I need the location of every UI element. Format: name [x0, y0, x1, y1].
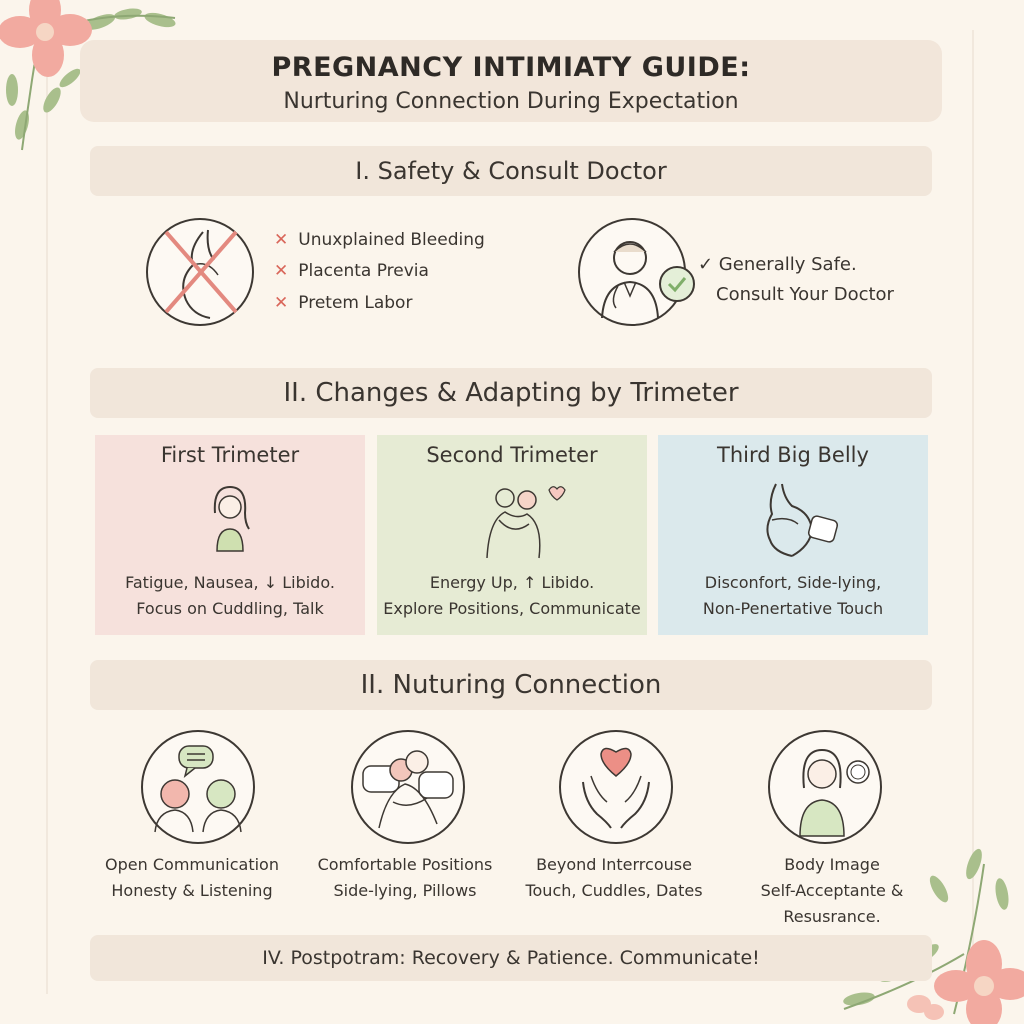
trimester-line-1: Energy Up, ↑ Libido.: [429, 573, 595, 592]
trimester-body: [377, 570, 647, 622]
connection-subtitle: Honesty & Listening: [111, 881, 273, 900]
trimester-title: Third Big Belly: [717, 443, 869, 467]
connection-item-beyond: [514, 852, 714, 904]
footer-text: IV. Postpotram: Recovery & Patience. Communicate!: [262, 947, 760, 969]
risk-label: Pretem Labor: [298, 293, 413, 313]
trimester-line-1: Fatigue, Nausea, ↓ Libido.: [125, 573, 335, 592]
trimester-body: [658, 570, 928, 622]
connection-title: Body Image: [784, 855, 880, 874]
connection-title: Open Communication: [105, 855, 279, 874]
trimester-line-1: Disconfort, Side-lying,: [704, 573, 882, 592]
woman-icon: [205, 483, 255, 553]
page-title: PREGNANCY INTIMIATY GUIDE:: [271, 52, 751, 83]
connection-subtitle: Self-Acceptante & Resusrance.: [760, 881, 904, 926]
connection-title: Beyond Interrcouse: [536, 855, 692, 874]
risk-item-3: [274, 293, 412, 313]
page-subtitle: Nurturing Connection During Expectation: [283, 89, 739, 114]
safe-line-2: Consult Your Doctor: [716, 284, 894, 305]
frame-line-left: [46, 30, 48, 994]
close-icon: ✕: [274, 230, 289, 250]
communication-icon: [141, 730, 255, 844]
close-icon: ✕: [274, 261, 289, 281]
trimester-line-2: Non-Penertative Touch: [702, 599, 884, 618]
trimester-body: [95, 570, 365, 622]
section-3-header: [90, 660, 932, 710]
cuddle-pillow-icon: [351, 730, 465, 844]
safe-line-1: ✓ Generally Safe.: [698, 254, 857, 275]
check-badge-icon: [658, 265, 696, 303]
trimester-card-third: [658, 435, 928, 635]
connection-item-body-image: [712, 852, 952, 930]
trimester-title: Second Trimeter: [426, 443, 598, 467]
trimester-title: First Trimeter: [160, 443, 300, 467]
trimester-card-second: [377, 435, 647, 635]
footer-banner: [90, 935, 932, 981]
body-image-icon: [768, 730, 882, 844]
pregnant-belly-icon: [758, 480, 848, 560]
connection-subtitle: Side-lying, Pillows: [333, 881, 477, 900]
connection-title: Comfortable Positions: [317, 855, 493, 874]
trimester-line-2: Explore Positions, Communicate: [383, 599, 641, 618]
connection-item-communication: [92, 852, 292, 904]
heart-hands-icon: [559, 730, 673, 844]
risk-item-2: [274, 261, 429, 281]
no-belly-icon: [146, 218, 254, 326]
risk-label: Placenta Previa: [298, 261, 429, 281]
trimester-card-first: [95, 435, 365, 635]
risk-item-1: [274, 230, 485, 250]
section-1-heading: I. Safety & Consult Doctor: [355, 157, 667, 185]
section-1-header: [90, 146, 932, 196]
close-icon: ✕: [274, 293, 289, 313]
section-2-header: [90, 368, 932, 418]
trimester-line-2: Focus on Cuddling, Talk: [136, 599, 324, 618]
connection-item-positions: [305, 852, 505, 904]
connection-subtitle: Touch, Cuddles, Dates: [525, 881, 703, 900]
couple-hug-icon: [477, 480, 567, 560]
section-2-heading: II. Changes & Adapting by Trimeter: [283, 378, 739, 408]
risk-label: Unuxplained Bleeding: [298, 230, 485, 250]
title-banner: [80, 40, 942, 122]
section-3-heading: II. Nuturing Connection: [360, 670, 662, 700]
